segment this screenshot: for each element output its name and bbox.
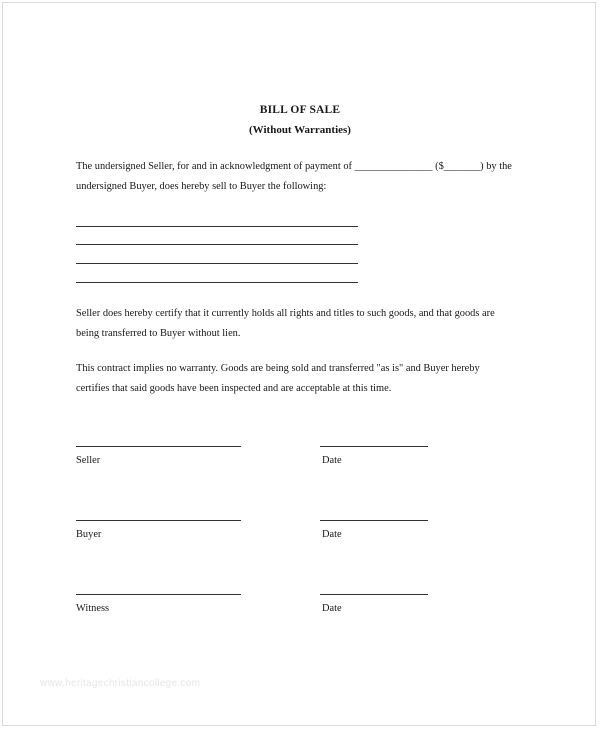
warranty-line-2: certifies that said goods have been inspected and are acceptable at this time. (76, 383, 392, 394)
seller-label: Seller (76, 455, 101, 466)
warranty-line-1: This contract implies no warranty. Goods are being sold and transferred "as is" and Buyer hereby (76, 363, 480, 374)
witness-label: Witness (76, 603, 110, 614)
document-title: BILL OF SALE (259, 104, 341, 116)
goods-line-2[interactable] (76, 244, 358, 245)
buyer-date-label: Date (322, 529, 342, 540)
intro-line-2: undersigned Buyer, does hereby sell to Buyer the following: (76, 181, 327, 192)
witness-date-label: Date (322, 603, 342, 614)
document-subtitle: (Without Warranties) (249, 124, 351, 136)
certify-line-2: being transferred to Buyer without lien. (76, 328, 241, 339)
certify-paragraph (76, 304, 495, 344)
buyer-label: Buyer (76, 529, 102, 540)
buyer-signature-line[interactable] (76, 520, 241, 521)
seller-signature-line[interactable] (76, 446, 241, 447)
seller-date-label: Date (322, 455, 342, 466)
intro-paragraph (76, 157, 512, 197)
watermark-text: www.heritagechristiancollege.com (40, 678, 201, 689)
witness-date-line[interactable] (320, 594, 428, 595)
witness-signature-line[interactable] (76, 594, 241, 595)
goods-line-1[interactable] (76, 226, 358, 227)
seller-date-line[interactable] (320, 446, 428, 447)
goods-line-3[interactable] (76, 263, 358, 264)
certify-line-1: Seller does hereby certify that it currently holds all rights and titles to such goods, and that goods are (76, 308, 495, 319)
goods-line-4[interactable] (76, 282, 358, 283)
warranty-paragraph (76, 359, 480, 399)
intro-line-1: The undersigned Seller, for and in acknowledgment of payment of _______________ ($_______) by the (76, 161, 512, 172)
buyer-date-line[interactable] (320, 520, 428, 521)
